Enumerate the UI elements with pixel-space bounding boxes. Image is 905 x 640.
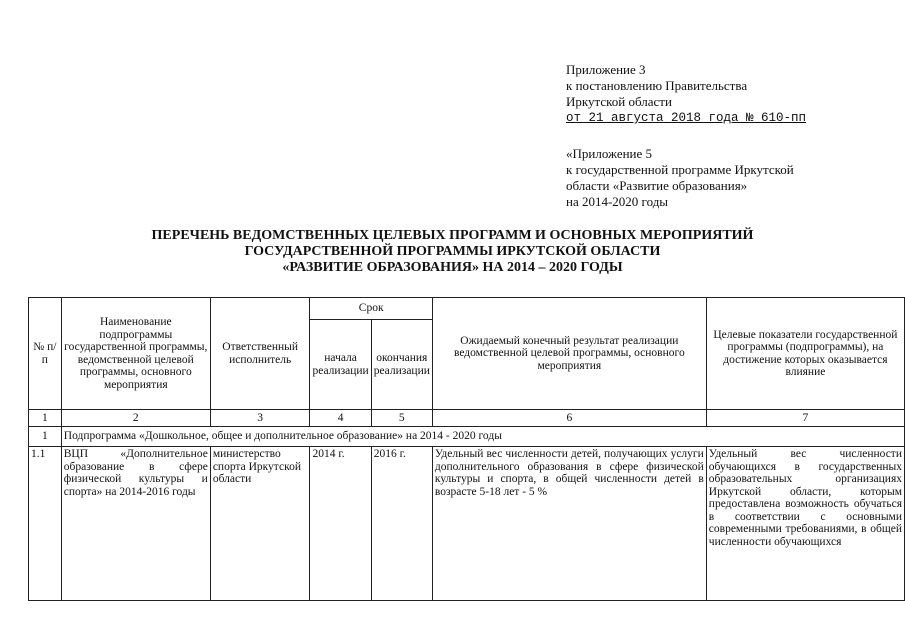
row-executor: министерство спорта Иркутской области [210, 447, 310, 601]
row-start: 2014 г. [310, 447, 371, 601]
annex-3-date-number: от 21 августа 2018 года № 610-пп [566, 111, 807, 125]
column-number: 2 [61, 410, 210, 427]
table-row [29, 447, 905, 601]
column-number: 5 [371, 410, 432, 427]
header-term: Срок [310, 298, 432, 320]
title-line-2: ГОСУДАРСТВЕННОЙ ПРОГРАММЫ ИРКУТСКОЙ ОБЛАСТИ [244, 244, 661, 259]
header-indicators: Целевые показатели государственной программы (подпрограммы), на достижение которых оказывается влияние [706, 298, 904, 410]
annex-5-line-4: на 2014-2020 годы [566, 194, 669, 209]
annex-5-line-1: «Приложение 5 [566, 146, 653, 161]
column-number: 1 [29, 410, 62, 427]
annex-5-line-3: области «Развитие образования» [566, 178, 748, 193]
row-indicators: Удельный вес численности обучающихся в государственных образовательных организациях Иркутской области, которым предоставлена возможность обучаться в соответствии с основными современными требованиями, в общей численности обучающихся [706, 447, 904, 601]
column-numbers-row [29, 410, 905, 427]
header-name: Наименование подпрограммы государственной программы, ведомственной целевой программы, основного мероприятия [61, 298, 210, 410]
header-executor: Ответственный исполнитель [210, 298, 310, 410]
row-name: ВЦП «Дополнительное образование в сфере физической культуры и спорта» на 2014-2016 годы [61, 447, 210, 601]
header-num: № п/п [29, 298, 62, 410]
column-number: 6 [432, 410, 706, 427]
subprogram-num: 1 [29, 427, 62, 447]
document-title [0, 228, 905, 276]
annex-3-line-3: Иркутской области [566, 94, 672, 109]
column-number: 7 [706, 410, 904, 427]
programs-table [28, 297, 905, 601]
annex-5-block [566, 146, 794, 210]
title-line-1: ПЕРЕЧЕНЬ ВЕДОМСТВЕННЫХ ЦЕЛЕВЫХ ПРОГРАММ И ОСНОВНЫХ МЕРОПРИЯТИЙ [151, 228, 754, 243]
row-end: 2016 г. [371, 447, 432, 601]
column-number: 3 [210, 410, 310, 427]
subprogram-title: Подпрограмма «Дошкольное, общее и дополнительное образование» на 2014 - 2020 годы [61, 427, 904, 447]
column-number: 4 [310, 410, 371, 427]
annex-5-line-2: к государственной программе Иркутской [566, 162, 794, 177]
subprogram-row [29, 427, 905, 447]
annex-3-line-1: Приложение 3 [566, 62, 646, 77]
row-num: 1.1 [29, 447, 62, 601]
header-start: начала реализации [310, 320, 371, 410]
annex-3-line-2: к постановлению Правительства [566, 78, 748, 93]
annex-3-block [566, 62, 806, 126]
row-result: Удельный вес численности детей, получающих услуги дополнительного образования в сфере физической культуры и спорта, в общей численности детей в возрасте 5-18 лет - 5 % [432, 447, 706, 601]
title-line-3: «РАЗВИТИЕ ОБРАЗОВАНИЯ» НА 2014 – 2020 ГОДЫ [282, 260, 623, 275]
header-result: Ожидаемый конечный результат реализации ведомственной целевой программы, основного мероприятия [432, 298, 706, 410]
header-end: окончания реализации [371, 320, 432, 410]
